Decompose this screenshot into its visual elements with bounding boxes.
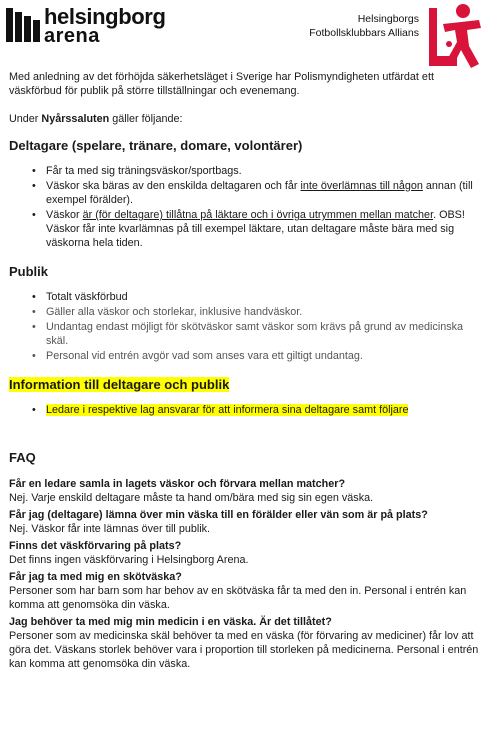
faq-question: Får en ledare samla in lagets väskor och förvara mellan matcher? xyxy=(9,478,346,490)
event-line xyxy=(9,112,479,126)
faq-answer: Det finns ingen väskförvaring i Helsingborg Arena. xyxy=(9,554,249,566)
faq-title: FAQ xyxy=(9,450,36,465)
list-item: • Undantag endast möjligt för skötväskor samt väskor som krävs på grund av medicinska skäl. xyxy=(9,320,479,348)
info-heading-text: Information till deltagare och publik xyxy=(9,377,230,392)
intro-paragraph: Med anledning av det förhöjda säkerhetsläget i Sverige har Polismyndigheten utfärdat ett väskförbud för publik på större tillställningar och evenemang. xyxy=(9,71,434,97)
public-list xyxy=(9,290,479,363)
faq-question: Jag behöver ta med mig min medicin i en väska. Är det tillåtet? xyxy=(9,616,332,628)
list-item: • Totalt väskförbud xyxy=(9,290,479,304)
page-header xyxy=(0,0,491,62)
event-line-prefix: Under xyxy=(9,113,42,125)
info-list xyxy=(9,403,479,417)
list-item: • Väskor är (för deltagare) tillåtna på läktare och i övriga utrymmen mellan matcher. OBS! Väskor får inte kvarlämnas på till exempel läktare, utan deltagare måste bära med sig väskorna hela tiden. xyxy=(9,208,479,250)
faq-question: Finns det väskförvaring på plats? xyxy=(9,540,182,552)
info-heading xyxy=(9,377,479,393)
highlighted-text: Ledare i respektive lag ansvarar för att informera sina deltagare samt följare xyxy=(46,404,409,416)
list-item: • Personal vid entrén avgör vad som anses vara ett giltigt undantag. xyxy=(9,349,479,363)
faq-question: Får jag (deltagare) lämna över min väska till en förälder eller vän som är på plats? xyxy=(9,509,428,521)
logo-word-helsingborg: helsingborg xyxy=(44,4,166,29)
org-line-2: Fotbollsklubbars Allians xyxy=(309,27,419,39)
helsingborg-arena-logo xyxy=(6,6,166,46)
list-item: • Väskor ska bäras av den enskilda deltagaren och får inte överlämnas till någon annan (till exempel förälder). xyxy=(9,179,479,207)
faq-answer: Personer som av medicinska skäl behöver ta med en väska (för förvaring av mediciner) får lov att göra det. Väskans storlek behöver vara i proportion till storleken på medicinerna. Personal i entrén kan komma att genomsöka din väska. xyxy=(9,630,479,670)
document-body xyxy=(9,70,479,674)
faq-answer: Personer som har barn som har behov av en skötväska får ta med den in. Personal i entrén kan komma att genomsöka din väska. xyxy=(9,585,467,611)
underlined-text: inte överlämnas till någon xyxy=(300,180,423,192)
list-item xyxy=(9,403,479,417)
faq-answer: Nej. Varje enskild deltagare måste ta hand om/bära med sig sin egen väska. xyxy=(9,492,374,504)
public-heading: Publik xyxy=(9,264,49,279)
faq-question: Får jag ta med mig en skötväska? xyxy=(9,571,182,583)
logo-word-arena: arena xyxy=(44,25,100,47)
faq-answer: Nej. Väskor får inte lämnas över till publik. xyxy=(9,523,211,535)
org-line-1: Helsingborgs xyxy=(357,13,419,25)
participants-list xyxy=(9,164,479,250)
list-item: • Får ta med sig träningsväskor/sportbags. xyxy=(9,164,479,178)
event-name: Nyårssaluten xyxy=(41,113,110,125)
arena-bars-icon xyxy=(6,8,40,42)
hfa-player-emblem-icon xyxy=(429,2,485,70)
faq-list xyxy=(9,477,479,671)
underlined-text: är (för deltagare) tillåtna på läktare och i övriga utrymmen mellan matcher xyxy=(82,209,434,221)
event-line-suffix: gäller följande: xyxy=(109,113,183,125)
organization-name xyxy=(309,12,419,40)
list-item: • Gäller alla väskor och storlekar, inklusive handväskor. xyxy=(9,305,479,319)
participants-heading: Deltagare (spelare, tränare, domare, volontärer) xyxy=(9,138,303,153)
